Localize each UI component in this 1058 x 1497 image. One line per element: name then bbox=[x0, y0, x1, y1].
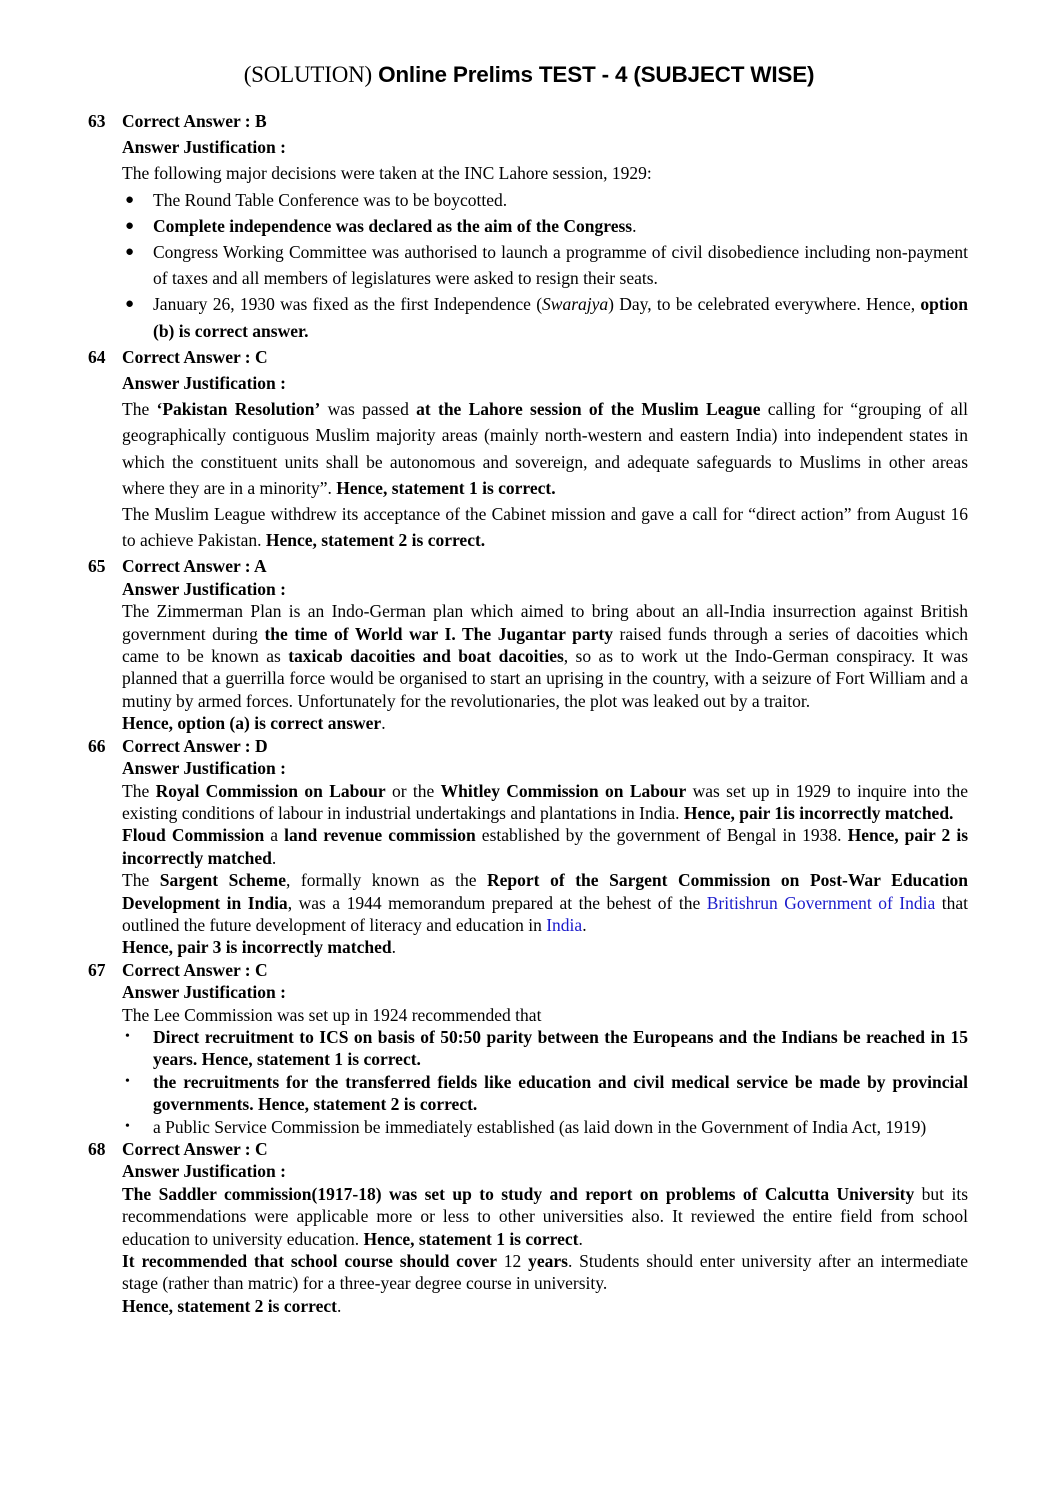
bold-text: years bbox=[528, 1251, 568, 1272]
text: . bbox=[249, 1094, 258, 1115]
question-67 bbox=[88, 959, 968, 1138]
correct-answer bbox=[122, 344, 968, 370]
paragraph bbox=[122, 501, 968, 553]
link-british-government[interactable]: Britishrun Government of India bbox=[706, 892, 936, 913]
intro-text: The following major decisions were taken at the INC Lahore session, 1929: bbox=[122, 163, 652, 184]
conclusion-text: Hence, statement 1 is correct bbox=[363, 1228, 579, 1249]
conclusion-text: Hence, pair 2 is incorrectly matched bbox=[122, 825, 969, 868]
text: The Zimmerman Plan is an Indo-German plan which aimed to bring about an all-India insurrection against British government during bbox=[122, 601, 968, 644]
correct-answer-label: Correct Answer : bbox=[122, 346, 255, 367]
bold-text: The Saddler commission(1917-18) bbox=[122, 1183, 382, 1204]
answer-value: C bbox=[255, 959, 268, 980]
page-title bbox=[0, 62, 1058, 88]
bullet-icon: ● bbox=[125, 217, 135, 234]
text: established by the government of Bengal in 1938. bbox=[475, 825, 848, 846]
answer-value: A bbox=[254, 556, 267, 577]
conclusion-text: Hence, statement 2 is correct. bbox=[265, 530, 486, 551]
correct-answer bbox=[122, 959, 968, 981]
conclusion-text: Hence, statement 1 is correct. bbox=[201, 1049, 421, 1070]
text: . bbox=[391, 937, 396, 958]
text: . bbox=[578, 1228, 583, 1249]
text: . bbox=[271, 847, 277, 868]
correct-answer-label: Correct Answer : bbox=[122, 111, 255, 131]
intro-text: The Lee Commission was set up in 1924 recommended that bbox=[122, 1004, 542, 1025]
question-number: 68 bbox=[88, 1139, 106, 1160]
answer-value: B bbox=[255, 111, 267, 131]
question-number: 67 bbox=[88, 959, 106, 980]
bold-text: Royal Commission on Labour bbox=[155, 780, 386, 801]
correct-answer bbox=[122, 1138, 968, 1160]
document-body bbox=[88, 108, 968, 1317]
bold-text: the recruitments for the transferred fields like education and civil medical service be made by provincial governments bbox=[153, 1071, 968, 1115]
correct-answer bbox=[122, 555, 968, 577]
justification-heading: Answer Justification : bbox=[122, 758, 286, 779]
list-item-text: ) Day, to be celebrated everywhere. Hence, bbox=[608, 294, 921, 315]
list-item bbox=[122, 187, 968, 213]
question-number: 64 bbox=[88, 346, 106, 367]
justification-heading: Answer Justification : bbox=[122, 373, 286, 394]
question-64 bbox=[88, 344, 968, 554]
text: raised funds through a series of dacoities which came to be known as bbox=[122, 623, 968, 667]
text: , so as to work ut the Indo-German conspiracy. It was planned that a guerrilla force would be organised to start an uprising in the country, with a seizure of Fort William and a mutiny by armed forces. Unfortunately for the revolutionaries, the plot was leaked out by a traitor. bbox=[122, 646, 968, 711]
text: was passed bbox=[320, 399, 417, 420]
bold-text: Direct recruitment to ICS on basis of 50:50 parity between the Europeans and the Indians be reached in 15 years bbox=[153, 1026, 968, 1070]
bold-text: Whitley Commission on Labour bbox=[440, 780, 687, 801]
list-item-text: Congress Working Committee was authorised to launch a programme of civil disobedience including non-payment of taxes and all members of legislatures were asked to resign their seats. bbox=[153, 242, 968, 289]
question-68 bbox=[88, 1138, 968, 1317]
paragraph bbox=[122, 824, 968, 869]
justification-heading: Answer Justification : bbox=[122, 1161, 286, 1182]
correct-answer bbox=[122, 735, 968, 757]
bold-text: It recommended that school course should cover bbox=[122, 1251, 497, 1272]
bullet-icon: • bbox=[125, 1073, 130, 1089]
text: The bbox=[122, 870, 160, 891]
bullet-icon: • bbox=[125, 1118, 130, 1134]
correct-answer-label: Correct Answer : bbox=[122, 556, 255, 577]
text: . bbox=[336, 1295, 342, 1316]
text: or the bbox=[385, 780, 441, 801]
paragraph bbox=[122, 869, 968, 936]
conclusion-text: Hence, option (a) is correct answer bbox=[122, 713, 382, 734]
link-india[interactable]: India bbox=[546, 914, 583, 935]
list-item bbox=[122, 239, 968, 291]
text: was set up in 1929 to inquire into the existing conditions of labour in industrial undertakings and plantations in India. bbox=[122, 780, 968, 823]
text: that outlined the future development of literacy and education in bbox=[122, 892, 969, 935]
answer-value: C bbox=[255, 1139, 268, 1160]
text: . bbox=[381, 713, 386, 734]
question-65 bbox=[88, 555, 968, 734]
bold-text: land revenue commission bbox=[284, 825, 476, 846]
answer-value: D bbox=[255, 735, 268, 756]
question-number: 63 bbox=[88, 111, 106, 131]
text: , formally known as the bbox=[286, 870, 488, 891]
bullet-icon: ● bbox=[125, 191, 135, 208]
list-item-text: a Public Service Commission be immediately established (as laid down in the Government of India Act, 1919) bbox=[153, 1116, 927, 1137]
answer-value: C bbox=[255, 346, 268, 367]
justification-heading: Answer Justification : bbox=[122, 137, 286, 158]
bullet-icon: ● bbox=[125, 244, 135, 261]
list-item bbox=[122, 291, 968, 343]
bold-text: the time of World war I. The Jugantar party bbox=[264, 623, 613, 644]
correct-answer bbox=[122, 108, 968, 134]
title-prefix: (SOLUTION) bbox=[243, 62, 373, 87]
text: a bbox=[264, 825, 285, 846]
text: The bbox=[122, 399, 157, 420]
list-item bbox=[122, 1071, 968, 1116]
bold-text: Sargent Scheme bbox=[159, 870, 286, 891]
bold-text: ‘Pakistan Resolution’ bbox=[156, 399, 321, 420]
question-number: 66 bbox=[88, 735, 106, 756]
text: . bbox=[192, 1049, 202, 1070]
bullet-list bbox=[122, 1026, 968, 1138]
list-item bbox=[122, 1116, 968, 1138]
conclusion-text: Hence, pair 1is incorrectly matched. bbox=[683, 802, 954, 823]
question-number: 65 bbox=[88, 556, 106, 577]
text: The bbox=[122, 780, 156, 801]
conclusion-text: Hence, statement 1 is correct. bbox=[336, 477, 556, 498]
bold-text: Floud Commission bbox=[122, 825, 265, 846]
correct-answer-label: Correct Answer : bbox=[122, 1139, 255, 1160]
italic-term: Swarajya bbox=[542, 294, 609, 315]
text: The Muslim League withdrew its acceptance of the Cabinet mission and gave a call for “direct action” from August 16 to achieve Pakistan. bbox=[122, 504, 968, 551]
bullet-icon: • bbox=[125, 1028, 130, 1044]
conclusion-text: Hence, statement 2 is correct bbox=[122, 1295, 337, 1316]
bullet-icon: ● bbox=[125, 296, 135, 313]
list-item-text: January 26, 1930 was fixed as the first Independence ( bbox=[153, 294, 543, 315]
paragraph bbox=[122, 600, 968, 712]
correct-answer-label: Correct Answer : bbox=[122, 959, 255, 980]
text: was bbox=[381, 1183, 425, 1204]
bold-text: set up to study and report on problems of Calcutta University bbox=[424, 1183, 915, 1204]
bullet-list bbox=[122, 187, 968, 344]
paragraph bbox=[122, 936, 968, 958]
list-item-text: Complete independence was declared as the aim of the Congress bbox=[153, 215, 633, 236]
question-63 bbox=[88, 108, 968, 344]
paragraph bbox=[122, 712, 968, 734]
justification-heading: Answer Justification : bbox=[122, 982, 286, 1003]
paragraph bbox=[122, 1183, 968, 1250]
bold-text: Report of the Sargent Commission on Post-War Education Development in India bbox=[122, 870, 968, 913]
question-66 bbox=[88, 735, 968, 959]
conclusion-text: option (b) is correct answer. bbox=[153, 294, 969, 341]
paragraph bbox=[122, 1250, 968, 1295]
list-item: ● Complete independence was declared as the aim of the Congress. bbox=[122, 213, 968, 239]
paragraph bbox=[122, 396, 968, 501]
text: 12 bbox=[496, 1251, 529, 1272]
text: , was a 1944 memorandum prepared at the behest of the bbox=[287, 892, 707, 913]
text: . bbox=[582, 914, 587, 935]
list-item bbox=[122, 1026, 968, 1071]
text: but its recommendations were applicable more or less to other universities also. It reviewed the entire field from school education to university education. bbox=[122, 1183, 969, 1249]
conclusion-text: Hence, statement 2 is correct. bbox=[257, 1094, 478, 1115]
text: . Students should enter university after an intermediate stage (rather than matric) for a three-year degree course in university. bbox=[122, 1251, 969, 1294]
bold-text: taxicab dacoities and boat dacoities bbox=[288, 646, 564, 667]
justification-heading: Answer Justification : bbox=[122, 578, 286, 599]
conclusion-text: Hence, pair 3 is incorrectly matched bbox=[122, 937, 392, 958]
title-main: Online Prelims TEST - 4 (SUBJECT WISE) bbox=[372, 62, 815, 87]
correct-answer-label: Correct Answer : bbox=[122, 735, 255, 756]
bold-text: at the Lahore session of the Muslim League bbox=[416, 399, 761, 420]
paragraph bbox=[122, 1295, 968, 1317]
text: calling for “grouping of all geographically contiguous Muslim majority areas (mainly north-western and eastern India) into independent states in which the constituent units shall be autonomous and sovereign, and adequate safeguards to Muslims in other areas where they are in a minority”. bbox=[122, 399, 969, 498]
list-item-text: The Round Table Conference was to be boycotted. bbox=[153, 189, 508, 210]
paragraph bbox=[122, 780, 968, 825]
